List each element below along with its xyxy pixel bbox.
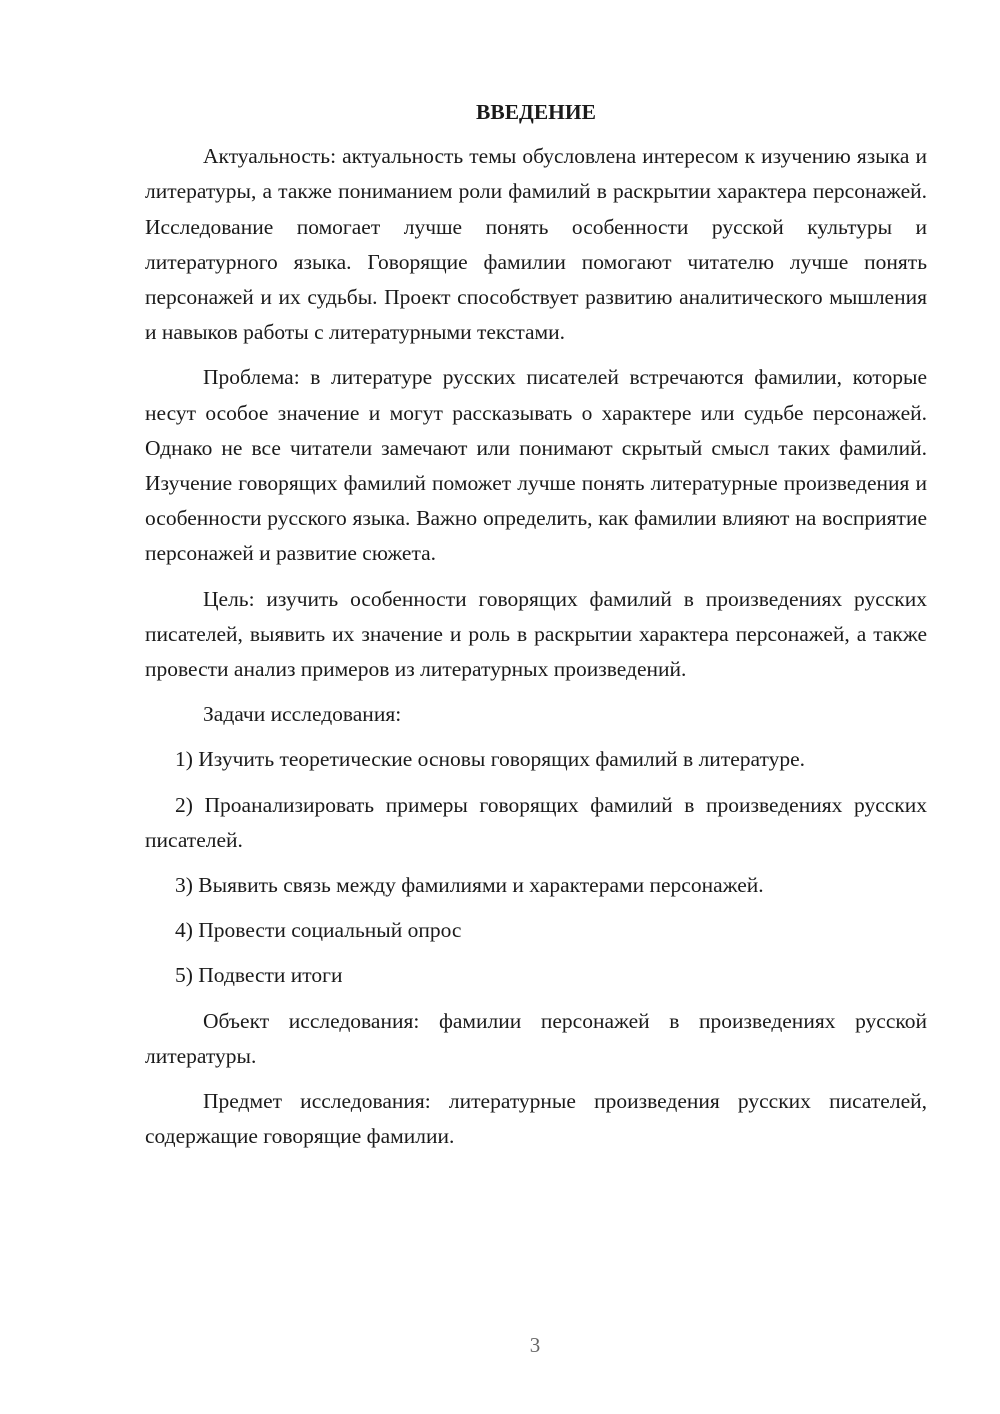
paragraph-object: Объект исследования: фамилии персонажей в произведениях русской литературы.	[145, 1008, 927, 1068]
paragraph-problem: Проблема: в литературе русских писателей встречаются фамилии, которые несут особое значение и могут рассказывать о характере или судьбе персонажей. Однако не все читатели замечают или понимают скрытый смысл таких фамилий. Изучение говорящих фамилий поможет лучше понять литературные произведения и особенности русского языка. Важно определить, как фамилии влияют на восприятие персонажей и развитие сюжета.	[145, 365, 927, 566]
task-item-5: 5) Подвести итоги	[175, 963, 343, 988]
task-item-1: 1) Изучить теоретические основы говорящих фамилий в литературе.	[175, 747, 806, 772]
task-item-4: 4) Провести социальный опрос	[175, 918, 462, 943]
section-title: ВВЕДЕНИЕ	[476, 100, 596, 124]
paragraph-tasks-heading: Задачи исследования:	[203, 702, 402, 727]
task-item-3: 3) Выявить связь между фамилиями и характерами персонажей.	[175, 873, 764, 898]
document-page	[145, 95, 927, 1164]
page-number: 3	[529, 1333, 541, 1357]
paragraph-subject: Предмет исследования: литературные произведения русских писателей, содержащие говорящие фамилии.	[145, 1089, 927, 1149]
task-item-2: 2) Проанализировать примеры говорящих фамилий в произведениях русских писателей.	[145, 792, 927, 852]
paragraph-goal: Цель: изучить особенности говорящих фамилий в произведениях русских писателей, выявить их значение и роль в раскрытии характера персонажей, а также провести анализ примеров из литературных произведений.	[145, 586, 927, 682]
paragraph-relevance: Актуальность: актуальность темы обусловлена интересом к изучению языка и литературы, а также пониманием роли фамилий в раскрытии характера персонажей. Исследование помогает лучше понять особенности русской культуры и литературного языка. Говорящие фамилии помогают читателю лучше понять персонажей и их судьбы. Проект способствует развитию аналитического мышления и навыков работы с литературными текстами.	[145, 144, 927, 345]
